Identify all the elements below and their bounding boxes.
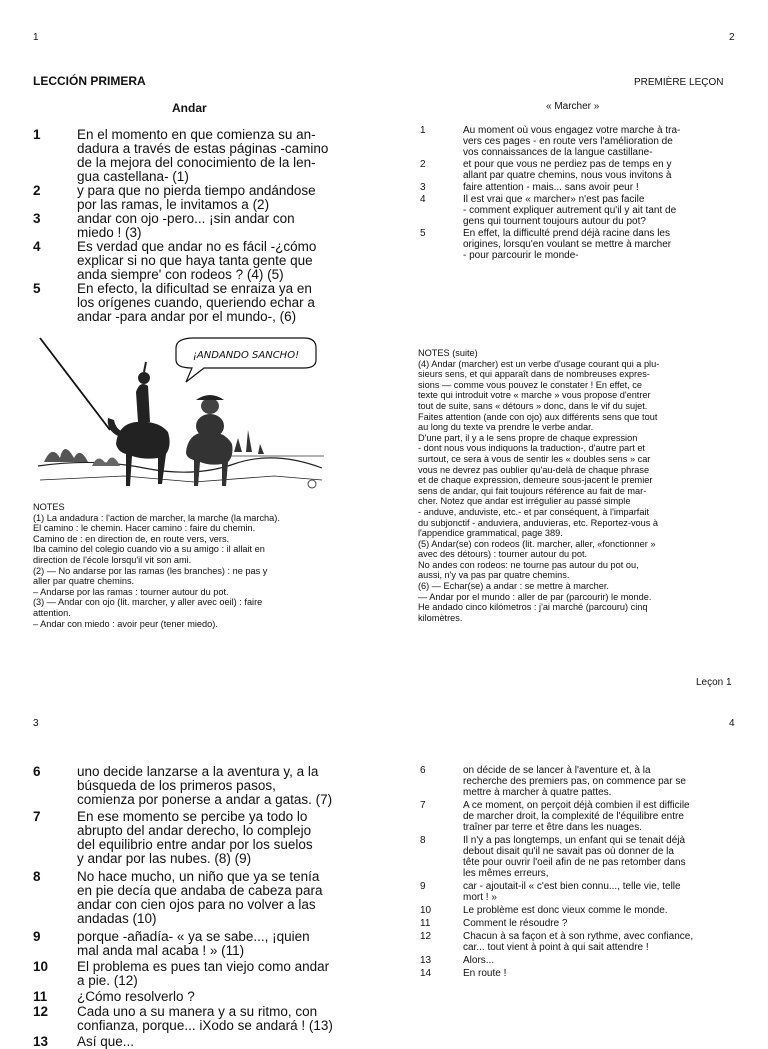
paragraph-text [77,212,387,240]
paragraph-number: 8 [420,835,426,846]
note-line: Faites attention (ande con ojo) aux différents sens que tout [418,411,658,422]
text-line: a pie. (12) [77,973,138,988]
text-line: El problema es pues tan viejo como andar [77,959,330,974]
note-line: - dont nous vous indiquons la traduction-, d'autre part et [418,443,645,454]
paragraph-text [463,800,759,833]
lesson-title-es: LECCIÓN PRIMERA [33,74,146,88]
paragraph-text [77,930,387,958]
notes-left [33,502,363,629]
text-line: recherche des premiers pas, on commence par se [463,776,686,787]
paragraph-number: 11 [33,989,48,1004]
note-line: – Andarse por las ramas : tourner autour du pot. [33,586,229,597]
page-number-4: 4 [729,718,735,729]
paragraph-text [463,881,759,903]
paragraph-text [463,765,759,798]
note-line: He andado cinco kilómetros : j'ai marché (parcouru) cinq [418,602,648,613]
paragraph-number: 5 [33,281,41,296]
text-line: y andar por las nubes. (8) (9) [77,851,252,866]
paragraph-number: 9 [33,929,41,944]
text-line: En efecto, la dificultad se enraiza ya en [77,281,312,296]
notes-right [418,348,740,623]
text-line: gens qui tournent toujours autour du pot? [463,216,646,227]
paragraph-number: 10 [420,905,432,916]
note-line: – Andar con miedo : avoir peur (tener miedo). [33,618,218,629]
paragraph-number: 7 [420,800,426,811]
text-line: mort ! » [463,892,497,903]
note-line: sions — comme vous pouvez le constater ! En effet, ce [418,379,643,390]
note-line: sens de andar, qui fait toujours référence au fait de mar- [418,485,647,496]
paragraph-text [77,1005,387,1033]
text-line: andadas (10) [77,911,157,926]
paragraph-number: 8 [33,869,41,884]
text-line: Il n'y a pas longtemps, un enfant qui se tenait déjà [463,835,686,846]
paragraph-number: 10 [33,959,49,974]
note-line: surtout, ce sera à vous de sentir les « doubles sens » car [418,453,651,464]
text-line: origines, lorsqu'en voulant se mettre à marcher [463,239,672,250]
text-line: faire attention - mais... sans avoir peur ! [463,182,639,193]
text-line: Alors... [463,955,495,966]
note-line: — Andar por el mundo : aller de par (parcourir) le monde. [418,591,652,602]
text-line: car - ajoutait-il « c'est bien connu..., telle vie, telle [463,881,681,892]
paragraph-number: 14 [420,968,432,979]
paragraph-text [77,128,387,184]
note-line: au long du texte va prendre le verbe andar. [418,422,594,433]
paragraph-text [77,240,387,282]
paragraph-number: 12 [420,931,432,942]
note-line: cher. Notez que andar est irrégulier au passé simple [418,496,631,507]
paragraph-number: 3 [420,182,426,193]
text-line: explicar si no que haya tanta gente que [77,253,313,268]
paragraph-number: 13 [420,955,432,966]
text-line: Es verdad que andar no es fácil -¿cómo [77,239,317,254]
illustration-drawing [34,334,326,494]
paragraph-number: 2 [420,159,426,170]
paragraph-number: 2 [33,183,41,198]
text-line: abrupto del andar derecho, lo complejo [77,823,312,838]
note-line: tout de suite, sans « détours » donc, dans le vif du sujet. [418,400,648,411]
paragraph-text [463,194,759,227]
paragraph-text [77,765,387,807]
text-line: por las ramas, le invitamos a (2) [77,197,270,212]
text-line: Chacun à sa façon et à son rythme, avec confiance, [463,931,694,942]
text-line: en pie decía que andaba de cabeza para [77,883,323,898]
text-line: - comment expliquer autrement qu'il y ait tant de [463,205,677,216]
note-line: sieurs sens, et qui apparaît dans de nombreuses expres- [418,369,650,380]
note-line: (4) Andar (marcher) est un verbe d'usage courant qui a plu- [418,358,660,369]
text-line: del equilibrio entre andar por los suelos [77,837,313,852]
text-line: porque -añadía- « ya se sabe..., ¡quien [77,929,310,944]
paragraph-text [77,1035,387,1049]
don-quixote-illustration [34,334,326,494]
note-line: No andes con rodeos: ne tourne pas autour du pot ou, [418,559,639,570]
text-line: andar con cien ojos para no volver a las [77,897,316,912]
text-line: No hace mucho, un niño que ya se tenía [77,869,320,884]
text-line: car... tout vient à point à qui sait attendre ! [463,942,649,953]
text-line: et pour que vous ne perdiez pas de temps en y [463,159,672,170]
text-line: y para que no pierda tiempo andándose [77,183,316,198]
text-line: andar -para andar por el mundo-, (6) [77,309,297,324]
note-line: (5) Andar(se) con rodeos (lit. marcher, aller, «fonctionner » [418,538,656,549]
paragraph-text [77,282,387,324]
note-line: texte qui introduit votre « marche » vous propose d'entrer [418,390,651,401]
paragraph-text [463,905,759,916]
note-line: Iba camino del colegio cuando vio a su amigo : il allait en [33,544,265,555]
text-line: los orígenes cuando, queriendo echar a [77,295,315,310]
note-line: l'appendice grammatical, page 389. [418,528,563,539]
text-line: En ese momento se percibe ya todo lo [77,809,308,824]
text-title-es: Andar [172,101,207,115]
text-line: Le problème est donc vieux comme le monde. [463,905,668,916]
text-line: Cada uno a su manera y a su ritmo, con [77,1004,318,1019]
text-line: miedo ! (3) [77,225,142,240]
text-line: les mêmes erreurs, [463,868,549,879]
text-line: En route ! [463,968,507,979]
paragraph-text [463,968,759,979]
text-line: confianza, porque... iXodo se andará ! (13) [77,1018,333,1033]
text-line: allant par quatre chemins, nous vous invitons à [463,170,672,181]
paragraph-text [463,125,759,158]
page-number-2: 2 [729,32,735,43]
note-line: Camino de : en direction de, en route vers, vers. [33,533,230,544]
paragraph-number: 6 [420,765,426,776]
note-line: (1) La andadura : l'action de marcher, la marche (la marcha). [33,512,280,523]
paragraph-number: 1 [33,127,41,142]
note-line: vous ne devrez pas oublier qu'au-delà de chaque phrase [418,464,650,475]
paragraph-number: 6 [33,764,41,779]
note-line: - anduve, anduviste, etc.- et par conséquent, à l'imparfait [418,506,650,517]
text-line: de la mejora del conocimiento de la len- [77,155,316,170]
paragraph-text [463,931,759,953]
text-line: traîner par terre et être dans les nuages. [463,822,642,833]
paragraph-number: 9 [420,881,426,892]
text-line: - pour parcourir le monde- [463,250,579,261]
page-number-3: 3 [33,718,39,729]
note-line: (2) — No andarse por las ramas (les branches) : ne pas y [33,565,268,576]
note-line: direction de l'école lorsqu'il vit son ami. [33,554,192,565]
text-line: búsqueda de los primeros pasos, [77,778,276,793]
paragraph-number: 1 [420,125,426,136]
text-line: Así que... [77,1034,135,1049]
paragraph-text [463,835,759,879]
paragraph-number: 12 [33,1004,49,1019]
page-number-1: 1 [33,32,39,43]
paragraph-number: 13 [33,1034,49,1049]
text-line: A ce moment, on perçoit déjà combien il est difficile [463,800,690,811]
notes-suite-heading: NOTES (suite) [418,348,478,358]
text-line: Comment le résoudre ? [463,918,568,929]
text-line: En effet, la difficulté prend déjà racine dans les [463,228,670,239]
paragraph-text [77,990,387,1004]
note-line: D'une part, il y a le sens propre de chaque expression [418,432,638,443]
paragraph-text [77,184,387,212]
text-line: anda siempre' con rodeos ? (4) (5) [77,267,284,282]
text-line: mettre à marcher à quatre pattes. [463,787,612,798]
notes-heading: NOTES [33,502,65,512]
note-line: avec des détours) : tourner autour du pot. [418,549,588,560]
text-line: vers ces pages - en route vers l'amélioration de [463,136,673,147]
paragraph-text [463,159,759,181]
note-line: aller par quatre chemins. [33,576,135,587]
text-line: on décide de se lancer à l'aventure et, à la [463,765,651,776]
text-line: de marcher droit, la complexité de l'équilibre entre [463,811,684,822]
note-line: kilomètres. [418,612,463,623]
note-line: (6) — Echar(se) a andar : se mettre à marcher. [418,581,609,592]
text-line: ¿Cómo resolverlo ? [77,989,195,1004]
note-line: et de chaque expression, demeure sous-jacent le premier [418,475,653,486]
lesson-title-fr: PREMIÈRE LEÇON [634,77,724,88]
text-line: dadura a través de estas páginas -camino [77,141,329,156]
paragraph-number: 5 [420,228,426,239]
paragraph-text [463,918,759,929]
note-line: attention. [33,607,71,618]
text-line: vos connaissances de la langue castillane- [463,147,653,158]
paragraph-text [77,870,387,926]
paragraph-text [463,228,759,261]
paragraph-text [463,182,759,193]
text-line: Au moment où vous engagez votre marche à tra- [463,125,681,136]
paragraph-number: 3 [33,211,41,226]
text-line: tête pour ouvrir l'oeil afin de ne pas retomber dans [463,857,686,868]
paragraph-number: 4 [33,239,41,254]
page-footer: Leçon 1 [696,677,732,688]
paragraph-number: 11 [420,918,431,929]
speech-bubble-text: ¡ANDANDO SANCHO! [192,350,300,361]
text-line: debout disait qu'il ne savait pas où donner de la [463,846,674,857]
text-line: Il est vrai que « marcher» n'est pas facile [463,194,645,205]
paragraph-text [463,955,759,966]
paragraph-number: 7 [33,809,41,824]
paragraph-text [77,960,387,988]
text-line: En el momento en que comienza su an- [77,127,316,142]
text-line: mal anda mal acaba ! » (11) [77,943,245,958]
text-line: comienza por ponerse a andar a gatas. (7) [77,792,333,807]
text-title-fr: « Marcher » [546,101,600,112]
text-line: uno decide lanzarse a la aventura y, a la [77,764,319,779]
text-line: gua castellana- (1) [77,169,189,184]
note-line: du subjonctif - anduviera, anduvieras, etc. Reportez-vous à [418,517,659,528]
note-line: El camino : le chemin. Hacer camino : faire du chemin. [33,523,256,534]
paragraph-text [77,810,387,866]
paragraph-number: 4 [420,194,426,205]
note-line: (3) — Andar con ojo (lit. marcher, y aller avec oeil) : faire [33,597,263,608]
note-line: aussi, n'y va pas par quatre chemins. [418,570,570,581]
text-line: andar con ojo -pero... ¡sin andar con [77,211,295,226]
